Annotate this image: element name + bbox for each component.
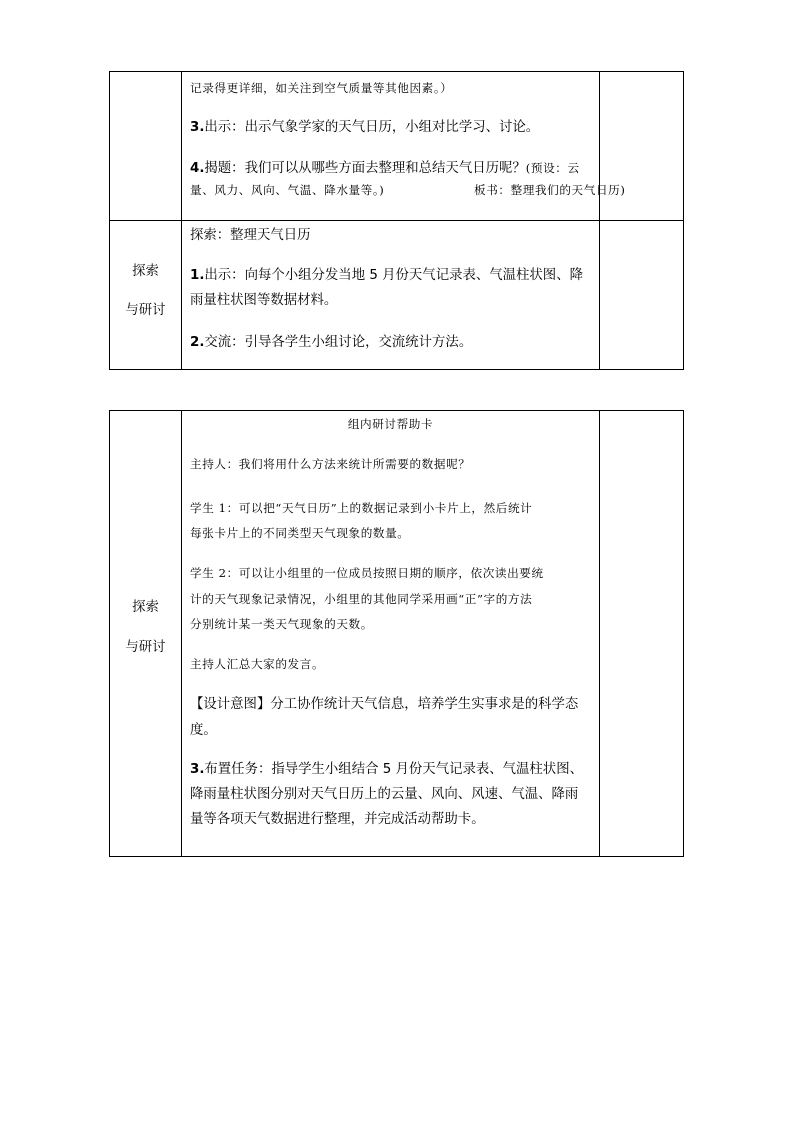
student-2-line: 计的天气现象记录情况，小组里的其他同学采用画“正”字的方法: [190, 592, 533, 606]
item-1-show-cont: 雨量柱状图等数据材料。: [190, 293, 338, 308]
lesson-table-2: [109, 410, 684, 857]
item-label: 布置任务：: [204, 762, 272, 777]
phase-label: 与研讨: [125, 303, 166, 318]
item-3-show: [190, 118, 539, 138]
item-label: 交流：: [204, 335, 245, 350]
content-cell: [182, 221, 600, 369]
table-row: [110, 72, 683, 220]
item-1-show: [190, 266, 583, 286]
item-label: 出示：: [204, 268, 245, 283]
table-row: [110, 411, 683, 856]
item-number: 3.: [190, 762, 205, 777]
item-label: 揭题：: [204, 161, 245, 176]
item-number: 4.: [190, 161, 205, 176]
intro-line: 记录得更详细，如关注到空气质量等其他因素。）: [190, 81, 453, 95]
preset-note: (预设：云: [525, 161, 580, 175]
lesson-table-1: [109, 71, 684, 370]
design-intent-cont: 度。: [190, 723, 217, 738]
design-intent-label: 【设计意图】: [190, 697, 271, 712]
host-question: 主持人：我们将用什么方法来统计所需要的数据呢？: [190, 457, 471, 471]
item-text: 引导各学生小组讨论，交流统计方法。: [244, 335, 473, 350]
phase-label: 与研讨: [125, 640, 166, 655]
item-3-task: [190, 760, 583, 780]
item-number: 1.: [190, 268, 205, 283]
section-heading: 探索：整理天气日历: [190, 228, 311, 243]
item-text: 向每个小组分发当地 5 月份天气记录表、气温柱状图、降: [244, 268, 583, 283]
item-4-reveal-cont: 量、风力、风向、气温、降水量等。): [190, 183, 385, 197]
item-text: 指导学生小组结合 5 月份天气记录表、气温柱状图、: [271, 762, 583, 777]
item-label: 出示：: [204, 120, 245, 135]
item-number: 3.: [190, 120, 205, 135]
item-3-task-cont: 量等各项天气数据进行整理，并完成活动帮助卡。: [190, 812, 485, 827]
item-4-reveal: [190, 158, 580, 179]
card-title: 组内研讨帮助卡: [347, 417, 434, 431]
phase-label: 探索: [132, 600, 159, 615]
student-1-line: 每张卡片上的不同类型天气现象的数量。: [190, 526, 410, 540]
table-row: [110, 220, 683, 369]
remark-cell: [600, 411, 683, 856]
phase-label: 探索: [132, 264, 159, 279]
student-2-line: 分别统计某一类天气现象的天数。: [190, 617, 373, 631]
phase-cell: [110, 221, 182, 369]
blackboard-note: 板书：整理我们的天气日历): [474, 183, 626, 197]
host-summary: 主持人汇总大家的发言。: [190, 657, 325, 671]
phase-cell: [110, 411, 182, 856]
design-intent: [190, 695, 578, 715]
item-text: 我们可以从哪些方面去整理和总结天气日历呢？: [244, 161, 526, 176]
item-number: 2.: [190, 335, 205, 350]
content-cell: [182, 72, 626, 220]
item-3-task-cont: 降雨量柱状图分别对天气日历上的云量、风向、风速、气温、降雨: [190, 787, 579, 802]
item-text: 出示气象学家的天气日历，小组对比学习、讨论。: [244, 120, 540, 135]
content-cell: [182, 411, 600, 856]
student-2-line: 学生 2：可以让小组里的一位成员按照日期的顺序，依次读出要统: [190, 566, 544, 580]
student-1-line: 学生 1：可以把“天气日历”上的数据记录到小卡片上，然后统计: [190, 501, 533, 515]
remark-cell: [600, 221, 683, 369]
item-2-exchange: [190, 333, 472, 353]
phase-cell: [110, 72, 182, 220]
design-intent-text: 分工协作统计天气信息，培养学生实事求是的科学态: [270, 697, 579, 712]
